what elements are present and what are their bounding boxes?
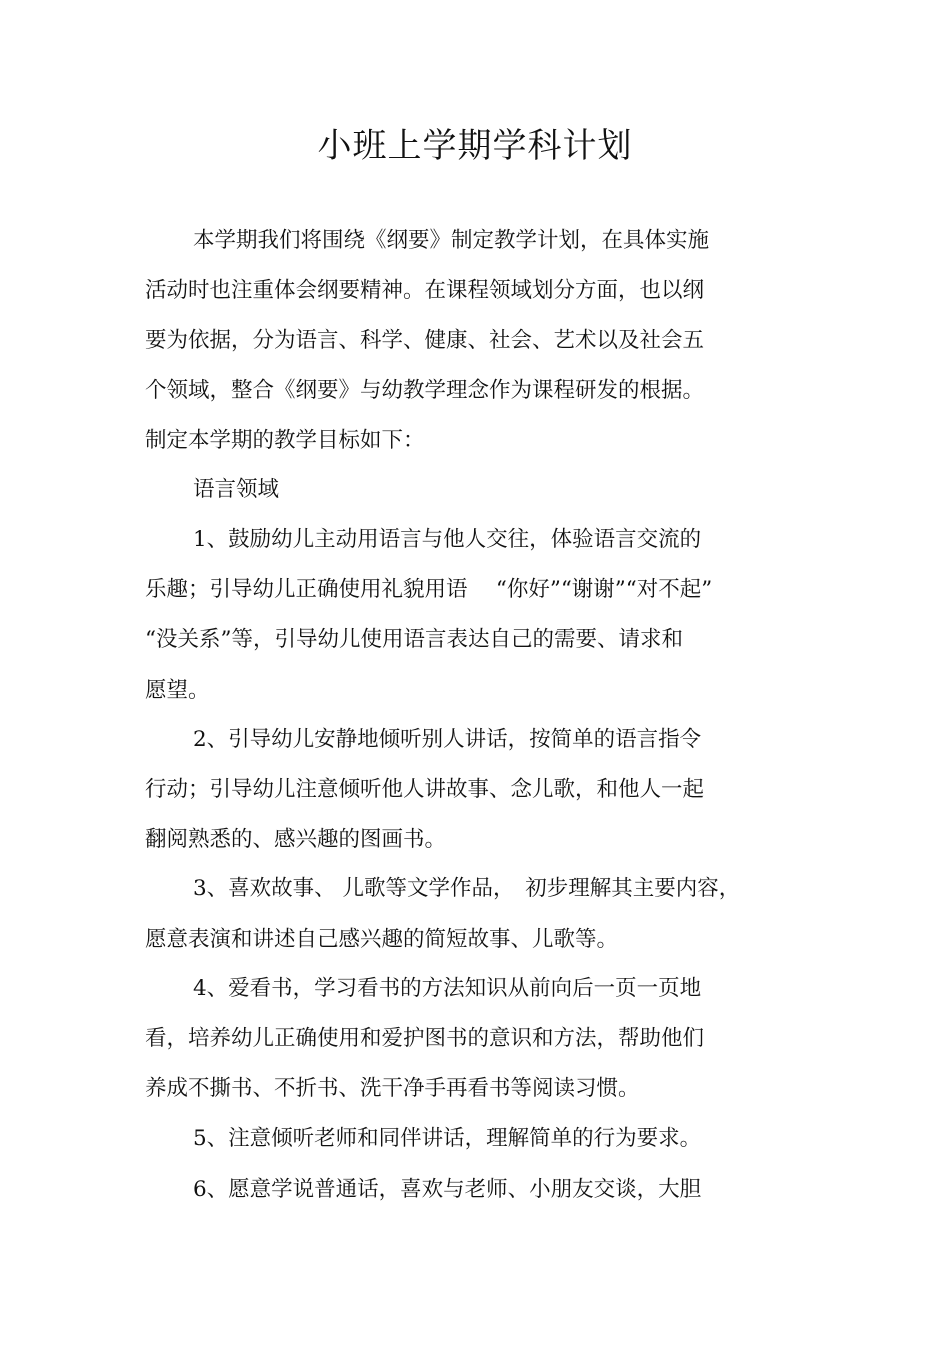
paragraph-line: 5、注意倾听老师和同伴讲话，理解简单的行为要求。 (193, 1126, 702, 1151)
section-heading: 语言领域 (193, 477, 280, 502)
paragraph-line: 养成不撕书、不折书、洗干净手再看书等阅读习惯。 (145, 1076, 640, 1101)
paragraph-line: 个领域，整合《纲要》与幼教学理念作为课程研发的根据。 (145, 378, 705, 403)
paragraph-line: 6、愿意学说普通话，喜欢与老师、小朋友交谈，大胆 (193, 1177, 702, 1202)
paragraph-line: 1、鼓励幼儿主动用语言与他人交往，体验语言交流的 (193, 527, 702, 552)
paragraph-line: 制定本学期的教学目标如下： (145, 428, 425, 453)
paragraph-line: 3、喜欢故事、 儿歌等文学作品， 初步理解其主要内容， (193, 876, 741, 901)
paragraph-line: 愿意表演和讲述自己感兴趣的简短故事、儿歌等。 (145, 927, 619, 952)
paragraph-line: 2、引导幼儿安静地倾听别人讲话，按简单的语言指令 (193, 727, 702, 752)
paragraph-line: 4、爱看书，学习看书的方法知识从前向后一页一页地 (193, 976, 702, 1001)
paragraph-line: 要为依据，分为语言、科学、健康、社会、艺术以及社会五 (145, 328, 705, 353)
page-title: 小班上学期学科计划 (317, 126, 633, 166)
paragraph-line: “没关系”等，引导幼儿使用语言表达自己的需要、请求和 (145, 627, 683, 652)
paragraph-line: 愿望。 (145, 678, 210, 703)
paragraph-line: 乐趣；引导幼儿正确使用礼貌用语 “你好”“谢谢”“对不起” (145, 577, 713, 602)
paragraph-line: 看，培养幼儿正确使用和爱护图书的意识和方法，帮助他们 (145, 1026, 705, 1051)
paragraph-line: 行动；引导幼儿注意倾听他人讲故事、念儿歌，和他人一起 (145, 777, 705, 802)
paragraph-line: 本学期我们将围绕《纲要》制定教学计划，在具体实施 (193, 228, 710, 253)
paragraph-line: 活动时也注重体会纲要精神。在课程领域划分方面，也以纲 (145, 278, 705, 303)
paragraph-line: 翻阅熟悉的、感兴趣的图画书。 (145, 827, 447, 852)
